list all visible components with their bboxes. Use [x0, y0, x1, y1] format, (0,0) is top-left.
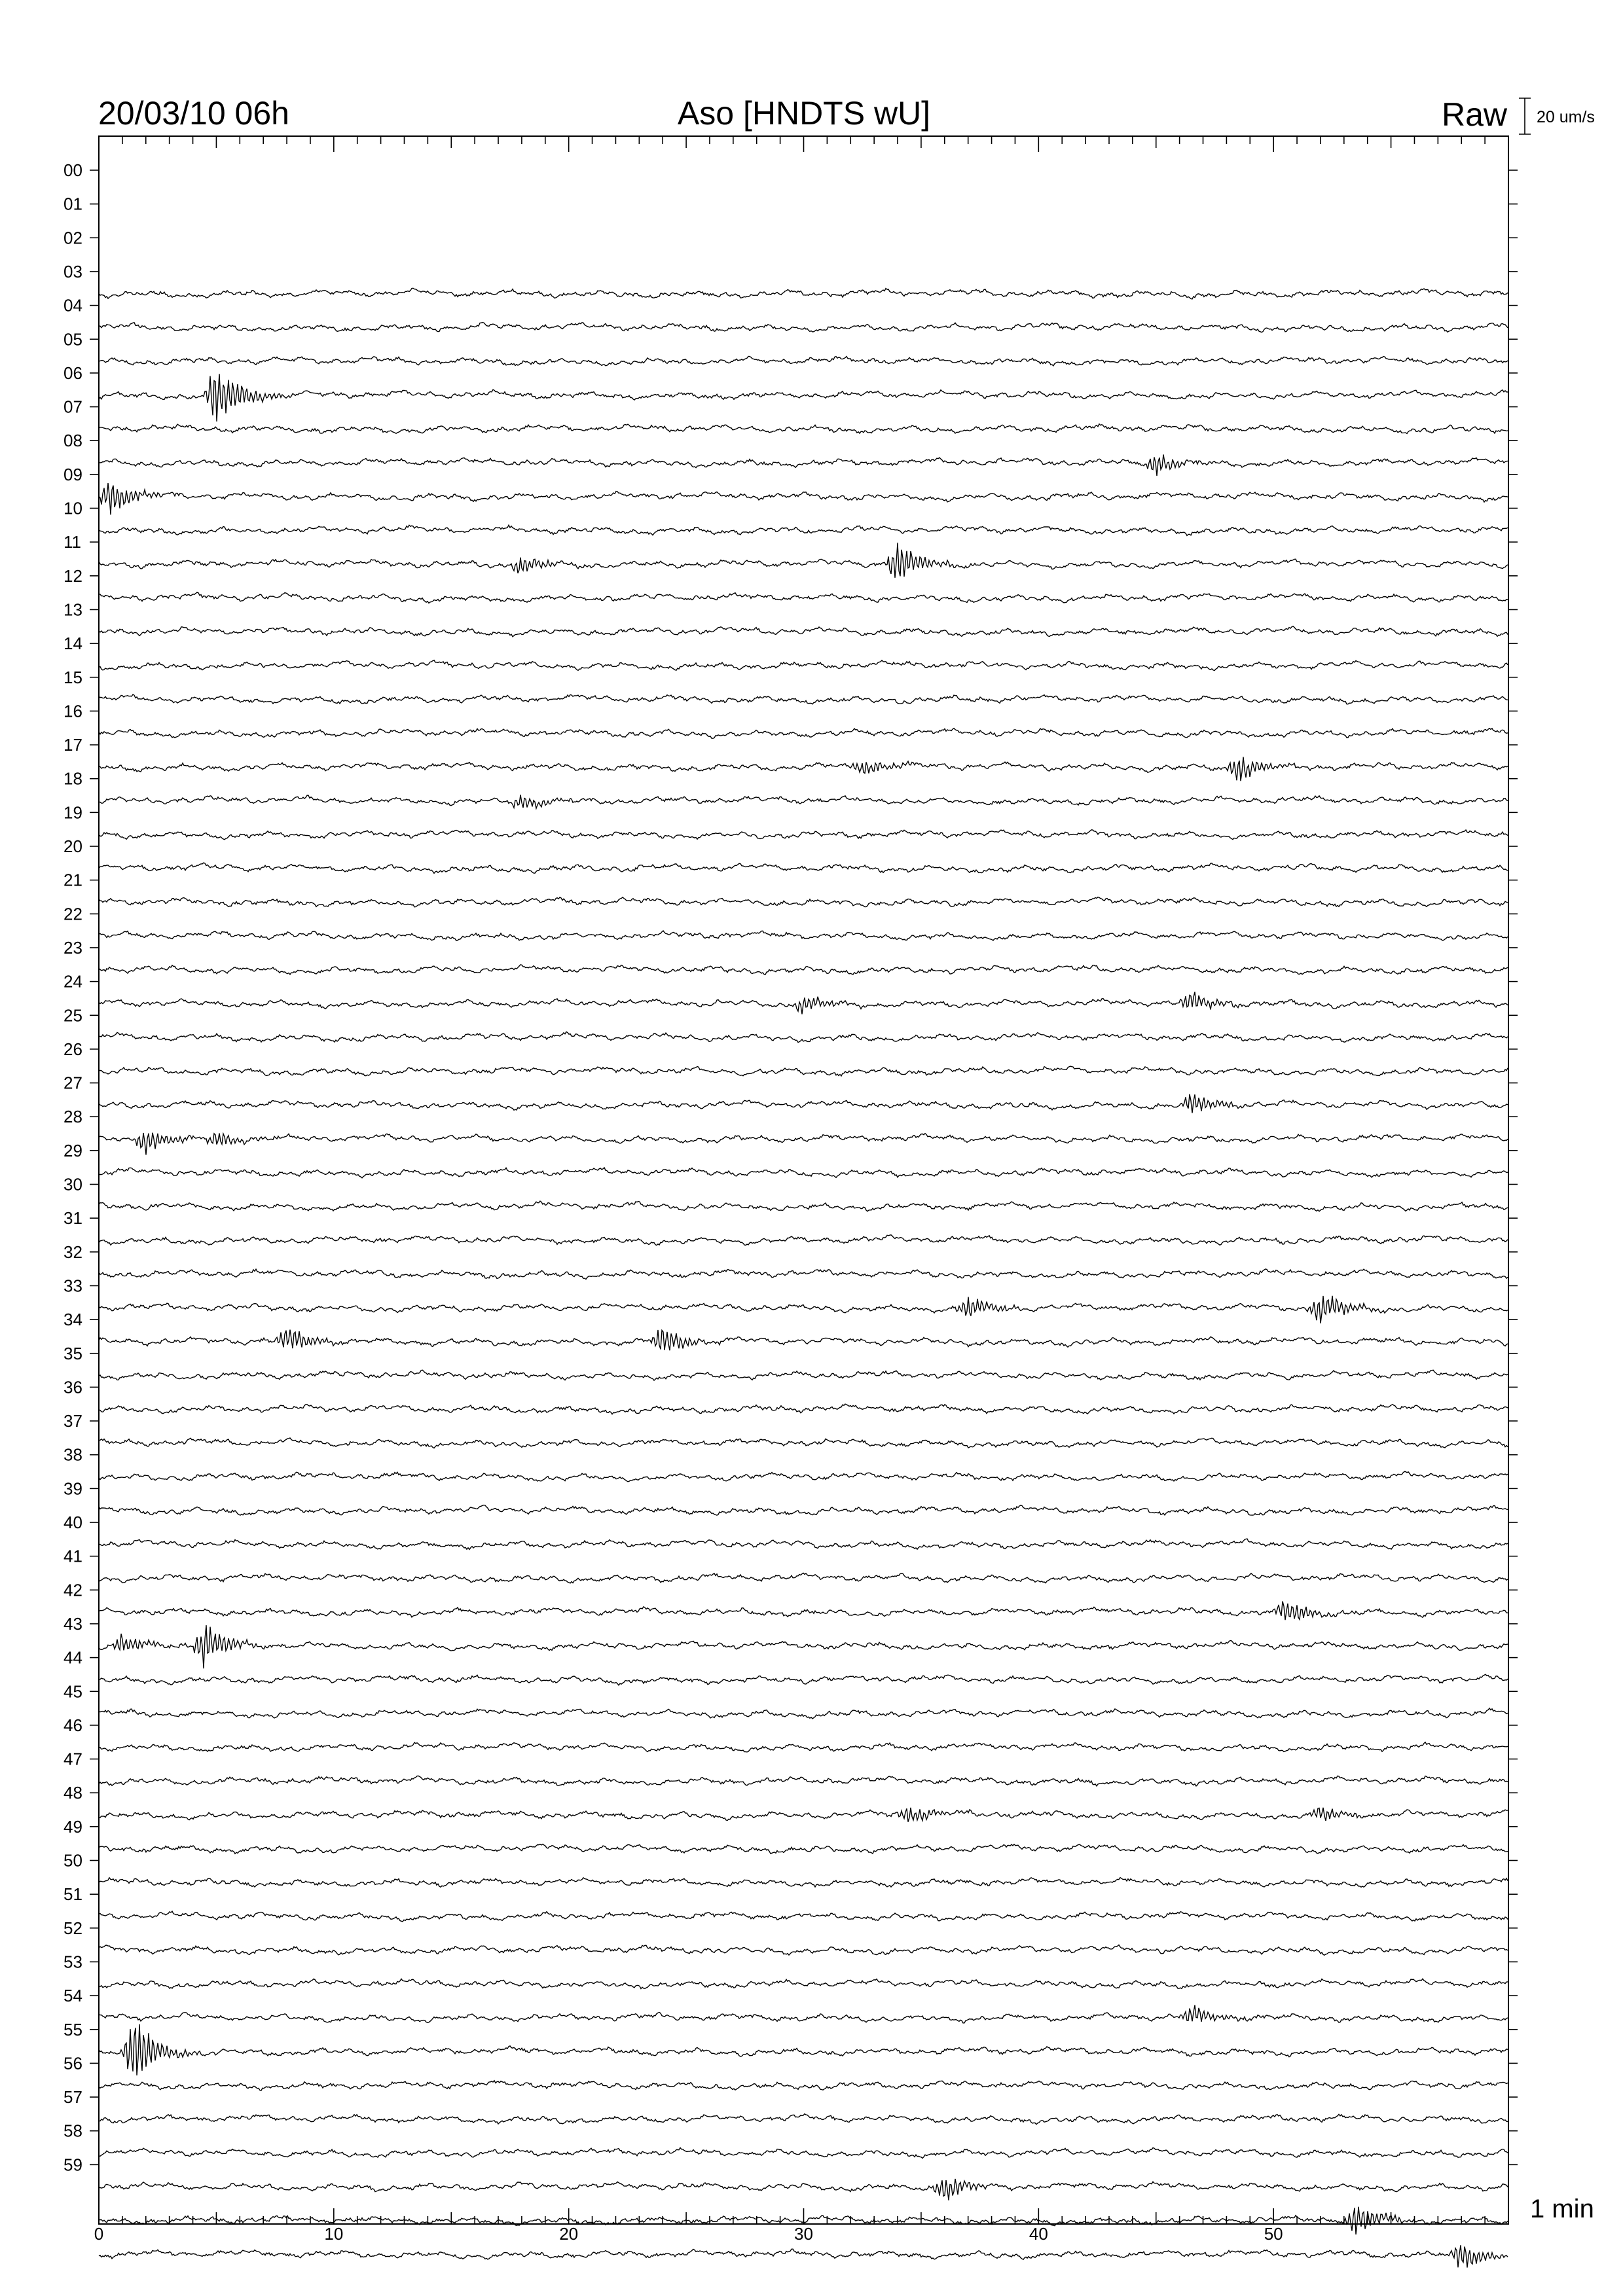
waveform-trace — [99, 1945, 1508, 1956]
waveform-trace — [99, 2114, 1508, 2125]
row-label: 06 — [64, 363, 82, 383]
row-label: 03 — [64, 261, 82, 281]
row-label: 36 — [64, 1377, 82, 1397]
waveform-trace — [99, 626, 1508, 637]
waveform-trace — [99, 2147, 1508, 2158]
row-label: 44 — [64, 1647, 82, 1668]
row-label: 56 — [64, 2053, 82, 2073]
row-label: 22 — [64, 904, 82, 924]
waveform-trace — [99, 483, 1508, 514]
waveform-trace — [99, 1602, 1508, 1621]
x-tick-label: 10 — [324, 2224, 344, 2244]
row-label: 59 — [64, 2155, 82, 2175]
row-ticks — [90, 170, 1518, 2164]
waveform-trace — [99, 525, 1508, 535]
row-label: 54 — [64, 1986, 82, 2006]
row-label: 28 — [64, 1107, 82, 1127]
waveform-trace — [99, 374, 1508, 422]
row-label: 30 — [64, 1174, 82, 1194]
row-label: 18 — [64, 768, 82, 789]
waveform-trace — [99, 728, 1508, 739]
waveform-trace — [99, 1094, 1508, 1113]
row-label: 43 — [64, 1613, 82, 1634]
row-label: 16 — [64, 701, 82, 721]
waveform-trace — [99, 2081, 1508, 2090]
row-label: 24 — [64, 971, 82, 992]
waveform-trace — [99, 1438, 1508, 1448]
row-label: 20 — [64, 836, 82, 856]
waveform-trace — [99, 2005, 1508, 2023]
waveform-trace — [99, 1742, 1508, 1752]
date-label: 20/03/10 06h — [98, 95, 289, 132]
waveform-trace — [99, 1201, 1508, 1211]
row-label: 38 — [64, 1444, 82, 1465]
waveform-trace — [99, 1168, 1508, 1178]
row-label: 34 — [64, 1310, 82, 1330]
waveform-trace — [99, 1032, 1508, 1043]
waveform-trace — [99, 1878, 1508, 1888]
row-label: 07 — [64, 397, 82, 417]
x-tick-label: 50 — [1264, 2224, 1283, 2244]
waveform-traces — [99, 288, 1508, 2267]
waveform-trace — [99, 1911, 1508, 1922]
row-label: 37 — [64, 1411, 82, 1431]
waveform-trace — [99, 1979, 1508, 1988]
row-label: 42 — [64, 1580, 82, 1600]
row-label: 21 — [64, 870, 82, 890]
waveform-trace — [99, 1808, 1508, 1822]
waveform-trace — [99, 1539, 1508, 1549]
waveform-trace — [99, 543, 1508, 578]
waveform-trace — [99, 694, 1508, 704]
waveform-trace — [99, 455, 1508, 476]
x-tick-labels — [94, 2224, 1283, 2244]
row-label: 01 — [64, 194, 82, 214]
waveform-trace — [99, 592, 1508, 603]
row-label: 33 — [64, 1276, 82, 1296]
row-label: 11 — [64, 532, 81, 552]
waveform-trace — [99, 2245, 1508, 2267]
row-label: 31 — [64, 1208, 82, 1229]
plot-frame — [99, 136, 1508, 2224]
row-label: 10 — [64, 498, 82, 518]
waveform-trace — [99, 1674, 1508, 1685]
waveform-trace — [99, 1296, 1508, 1323]
waveform-trace — [99, 1404, 1508, 1414]
row-label: 49 — [64, 1816, 82, 1837]
row-label: 04 — [64, 295, 82, 315]
waveform-trace — [99, 931, 1508, 941]
row-label: 48 — [64, 1783, 82, 1803]
waveform-trace — [99, 424, 1508, 434]
row-label: 52 — [64, 1918, 82, 1938]
waveform-trace — [99, 1573, 1508, 1583]
row-label: 14 — [64, 634, 82, 654]
row-label: 57 — [64, 2087, 82, 2108]
row-label: 23 — [64, 937, 82, 958]
row-label: 51 — [64, 1884, 82, 1905]
waveform-trace — [99, 357, 1508, 366]
waveform-trace — [99, 323, 1508, 332]
chart-title: Aso [HNDTS wU] — [677, 95, 931, 132]
row-label: 00 — [64, 160, 82, 180]
waveform-trace — [99, 1133, 1508, 1155]
waveform-trace — [99, 1844, 1508, 1854]
amplitude-scale-bar — [1519, 98, 1595, 134]
waveform-trace — [99, 1235, 1508, 1246]
waveform-trace — [99, 2024, 1508, 2075]
waveform-trace — [99, 1505, 1508, 1516]
row-label: 25 — [64, 1005, 82, 1026]
waveform-trace — [99, 1370, 1508, 1380]
row-label: 08 — [64, 431, 82, 451]
amplitude-scale-label: 20 um/s — [1537, 108, 1595, 126]
waveform-trace — [99, 288, 1508, 299]
waveform-trace — [99, 2179, 1508, 2200]
row-label: 45 — [64, 1681, 82, 1702]
waveform-trace — [99, 1471, 1508, 1481]
waveform-trace — [99, 965, 1508, 975]
row-label: 29 — [64, 1140, 82, 1160]
row-label: 15 — [64, 667, 82, 687]
mode-label: Raw — [1441, 96, 1507, 133]
row-label: 09 — [64, 464, 82, 484]
waveform-trace — [99, 757, 1508, 781]
row-label: 50 — [64, 1850, 82, 1871]
row-label: 12 — [64, 565, 82, 586]
row-labels — [64, 160, 82, 2174]
waveform-trace — [99, 830, 1508, 840]
row-label: 17 — [64, 735, 82, 755]
waveform-trace — [99, 1708, 1508, 1719]
row-label: 55 — [64, 2019, 82, 2039]
row-label: 46 — [64, 1715, 82, 1735]
row-label: 26 — [64, 1039, 82, 1059]
top-minute-ticks — [99, 136, 1508, 152]
row-label: 41 — [64, 1546, 82, 1566]
waveform-trace — [99, 1269, 1508, 1280]
row-label: 13 — [64, 600, 82, 620]
waveform-trace — [99, 1330, 1508, 1351]
waveform-trace — [99, 863, 1508, 873]
row-label: 53 — [64, 1952, 82, 1972]
waveform-trace — [99, 1776, 1508, 1786]
waveform-trace — [99, 897, 1508, 907]
waveform-trace — [99, 795, 1508, 808]
x-tick-label: 30 — [794, 2224, 813, 2244]
waveform-trace — [99, 1625, 1508, 1668]
x-axis-unit-label: 1 min — [1530, 2195, 1594, 2223]
row-label: 58 — [64, 2121, 82, 2141]
row-label: 32 — [64, 1242, 82, 1262]
x-tick-label: 20 — [559, 2224, 579, 2244]
waveform-trace — [99, 660, 1508, 671]
waveform-trace — [99, 992, 1508, 1014]
row-label: 39 — [64, 1479, 82, 1499]
row-label: 35 — [64, 1343, 82, 1363]
row-label: 47 — [64, 1749, 82, 1769]
row-label: 27 — [64, 1073, 82, 1093]
x-tick-label: 40 — [1029, 2224, 1048, 2244]
waveform-trace — [99, 1066, 1508, 1076]
row-label: 05 — [64, 329, 82, 350]
row-label: 40 — [64, 1513, 82, 1532]
row-label: 02 — [64, 228, 82, 248]
x-tick-label: 0 — [94, 2224, 104, 2244]
row-label: 19 — [64, 802, 82, 823]
